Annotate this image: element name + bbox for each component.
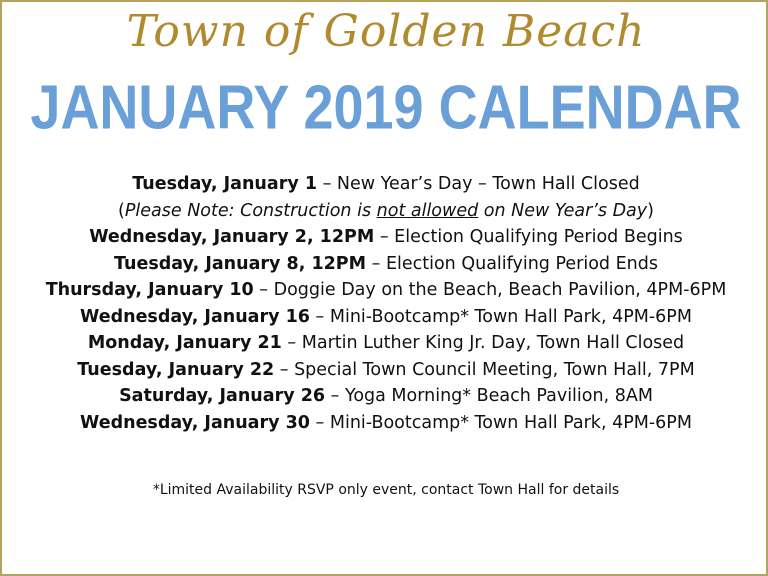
event-row: Thursday, January 10 – Doggie Day on the Beach, Beach Pavilion, 4PM-6PM xyxy=(45,280,727,300)
event-date: Tuesday, January 8, 12PM xyxy=(114,253,367,274)
event-date: Wednesday, January 16 xyxy=(80,306,310,327)
event-row: Tuesday, January 1 – New Year’s Day – Town Hall Closed xyxy=(132,174,640,194)
event-row: Saturday, January 26 – Yoga Morning* Beach Pavilion, 8AM xyxy=(119,386,653,406)
event-date: Thursday, January 10 xyxy=(45,280,254,300)
event-note: (Please Note: Construction is not allowed on New Year’s Day) xyxy=(118,200,654,221)
event-row: Tuesday, January 22 – Special Town Council Meeting, Town Hall, 7PM xyxy=(77,359,695,380)
event-date: Saturday, January 26 xyxy=(119,386,326,406)
event-text: Mini-Bootcamp* Town Hall Park, 4PM-6PM xyxy=(329,306,692,327)
event-text: Special Town Council Meeting, Town Hall, 7PM xyxy=(294,359,695,380)
event-row: Wednesday, January 16 – Mini-Bootcamp* Town Hall Park, 4PM-6PM xyxy=(80,306,692,327)
event-row: Wednesday, January 2, 12PM – Election Qualifying Period Begins xyxy=(89,227,683,247)
event-text: Yoga Morning* Beach Pavilion, 8AM xyxy=(344,386,653,406)
events-list xyxy=(2,171,768,436)
event-text: New Year’s Day – Town Hall Closed xyxy=(336,174,640,194)
town-title: Town of Golden Beach xyxy=(126,6,646,57)
note-emphasis: not allowed xyxy=(376,200,479,221)
event-date: Wednesday, January 30 xyxy=(80,412,310,433)
event-date: Tuesday, January 1 xyxy=(132,174,317,194)
event-text: Mini-Bootcamp* Town Hall Park, 4PM-6PM xyxy=(329,412,692,433)
event-date: Wednesday, January 2, 12PM xyxy=(89,227,375,247)
event-row: Tuesday, January 8, 12PM – Election Qualifying Period Ends xyxy=(114,253,658,274)
event-date: Monday, January 21 xyxy=(87,333,282,353)
calendar-title: JANUARY 2019 CALENDAR xyxy=(30,73,742,143)
footnote: *Limited Availability RSVP only event, contact Town Hall for details xyxy=(152,482,620,498)
event-text: Election Qualifying Period Ends xyxy=(385,253,658,274)
event-text: Doggie Day on the Beach, Beach Pavilion, 4PM-6PM xyxy=(273,280,727,300)
event-row: Wednesday, January 30 – Mini-Bootcamp* Town Hall Park, 4PM-6PM xyxy=(80,412,692,433)
event-text: Martin Luther King Jr. Day, Town Hall Closed xyxy=(301,333,685,353)
event-text: Election Qualifying Period Begins xyxy=(394,227,683,247)
event-row: Monday, January 21 – Martin Luther King Jr. Day, Town Hall Closed xyxy=(87,333,685,353)
event-date: Tuesday, January 22 xyxy=(77,359,275,380)
